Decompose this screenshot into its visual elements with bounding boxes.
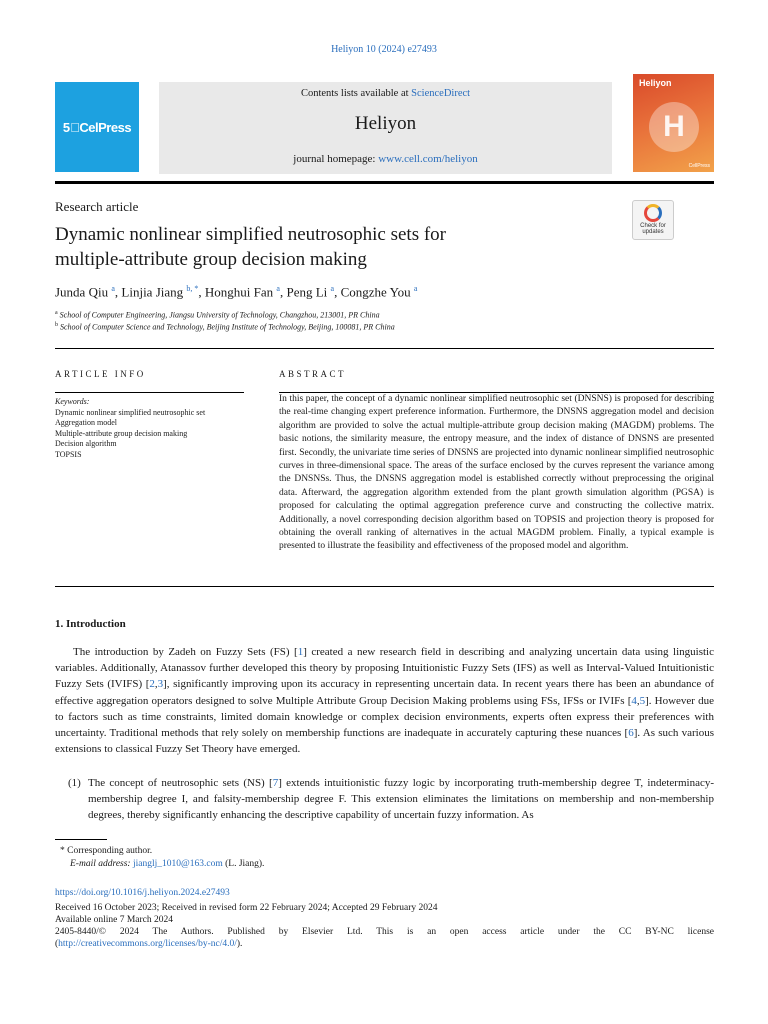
check-updates-label-2: updates xyxy=(642,229,664,235)
intro-paragraph: The introduction by Zadeh on Fuzzy Sets (FS) [1] created a new research field in describing and analyzing uncertain data using linguistic variables. Additionally, Atanassov further developed this theory by proposing Intuitionistic Fuzzy Sets (IFS) as well as Interval-Valued Intuitionistic Fuzzy Sets (IVIFS) [2,3], significantly improving upon its accuracy in representing uncertain data. In recent years there has been an abundance of effective aggregation operators designed to solve Multiple Attribute Group Decision Making problems using FSs, IFSs or IVIFs [4,5]. However due to factors such as time constraints, limited domain knowledge or complex decision environments, experts often express their preferences with uncertainty. Traditional methods that rely solely on membership functions are inadequate in accurately capturing these nuances [6]. As such various extensions to classical Fuzzy Set Theory have emerged. xyxy=(55,646,715,756)
available-online: Available online 7 March 2024 xyxy=(55,915,174,925)
author-affiliation-link[interactable]: a xyxy=(413,284,418,293)
doi-line xyxy=(55,887,714,899)
keyword: Aggregation model xyxy=(55,418,117,427)
introduction-heading: 1. Introduction xyxy=(55,618,126,630)
journal-homepage-link[interactable]: www.cell.com/heliyon xyxy=(378,153,478,165)
cover-h-icon: H xyxy=(649,102,699,152)
cellpress-logo[interactable] xyxy=(55,82,139,172)
masthead-rule xyxy=(55,181,714,184)
article-info-heading: ARTICLE INFO xyxy=(55,369,146,379)
keyword: Multiple-attribute group decision making xyxy=(55,428,188,438)
article-type: Research article xyxy=(55,199,139,214)
author-name[interactable]: Peng Li xyxy=(286,284,328,300)
sciencedirect-link[interactable]: ScienceDirect xyxy=(411,88,471,99)
journal-masthead xyxy=(55,74,714,178)
author-name[interactable]: Honghui Fan xyxy=(204,284,274,300)
license-link[interactable]: http://creativecommons.org/licenses/by-nc/4.0/ xyxy=(58,939,237,949)
abstract-bottom-rule xyxy=(55,586,714,587)
affiliation: $^a$ School of Computer Engineering, Jiangsu University of Technology, Changzhou, 213001, PR China xyxy=(55,310,380,320)
journal-title: Heliyon xyxy=(354,113,417,134)
author-affiliation-link[interactable]: a xyxy=(276,284,280,293)
keywords-label: Keywords: xyxy=(55,397,90,406)
author-name[interactable]: Linjia Jiang xyxy=(121,284,184,300)
keywords-block xyxy=(55,397,255,460)
doi-link[interactable]: https://doi.org/10.1016/j.heliyon.2024.e27493 xyxy=(55,888,230,898)
author-affiliation-link[interactable]: b, * xyxy=(186,284,199,293)
citation-link[interactable]: 7 xyxy=(272,777,279,789)
journal-reference[interactable]: Heliyon 10 (2024) e27493 xyxy=(331,44,437,55)
received-dates: Received 16 October 2023; Received in revised form 22 February 2024; Accepted 29 February 2024 xyxy=(55,903,438,913)
masthead-banner xyxy=(159,82,612,174)
author-name[interactable]: Junda Qiu xyxy=(55,284,109,300)
article-info-rule xyxy=(55,392,244,393)
footnote-rule xyxy=(55,839,107,840)
citation-link[interactable]: 1 xyxy=(297,646,304,658)
affiliation: $^b$ School of Computer Science and Technology, Beijing Institute of Technology, Beijing, 100081, PR China xyxy=(55,322,395,332)
check-updates-label-1: Check for xyxy=(640,223,666,229)
list-item xyxy=(68,775,714,824)
author-email-link[interactable]: jianglj_1010@163.com xyxy=(132,859,223,869)
keyword: TOPSIS xyxy=(55,449,82,459)
citation-link[interactable]: 4 xyxy=(631,694,637,707)
homepage-line: journal homepage: www.cell.com/heliyon xyxy=(293,153,478,165)
email-note: E-mail address: jianglj_1010@163.com (L. Jiang). xyxy=(70,859,265,869)
citation-link[interactable]: 2 xyxy=(149,678,155,691)
journal-cover-image[interactable] xyxy=(633,74,714,172)
abstract-heading: ABSTRACT xyxy=(279,369,347,379)
check-updates-icon xyxy=(644,204,662,222)
keyword: Dynamic nonlinear simplified neutrosophic set xyxy=(55,407,206,417)
list-number: (1) xyxy=(68,777,81,789)
license-statement: 2405-8440/© 2024 The Authors. Published by Elsevier Ltd. This is an open access article under the CC BY-NC license xyxy=(55,927,714,937)
cover-publisher: CellPress xyxy=(688,163,710,169)
abstract-text: In this paper, the concept of a dynamic nonlinear simplified neutrosophic set (DNSNS) is proposed for describing the real-time changing expert preference information. Furthermore, the DNSNS aggregation model and decision algorithm are provided to solve the actual multiple-attribute group decision making (MAGDM) problems. The basic notions, the similarity measure, the entropy measure, and the index of distance of DNSNS are presented first. Secondly, the univariate time series of DNSNS are projected into dynamic nonlinear simplified neutrosophic curves in three-dimensional space. The areas of the surface enclosed by the curves represent the variance among the DNSNSs. Thus, the DNSNS aggregation model is established correctly without preprocessing the original data. Afterward, the aggregation algorithm extended from the plant growth simulation algorithm (PGSA) is proposed for calculating the optimal aggregation preference curve and constructing the collective matrix. Additionally, a novel corresponding decision algorithm based on TOPSIS and projection theory is proposed for obtaining the overall ranking of alternatives in the actual MAGDM problem. Finally, a typical example is presented to illustrate the feasibility and effectiveness of the proposed model and algorithm. xyxy=(279,394,714,552)
keyword: Decision algorithm xyxy=(55,439,117,448)
citation-link[interactable]: 6 xyxy=(628,727,634,740)
author-name[interactable]: Congzhe You xyxy=(340,284,411,300)
corresponding-author-note: * Corresponding author. xyxy=(60,846,153,856)
header-divider xyxy=(55,348,714,349)
license-url-line: (http://creativecommons.org/licenses/by-nc/4.0/). xyxy=(55,939,243,949)
author-affiliation-link[interactable]: a xyxy=(111,284,115,293)
cellpress-logo-text: 5⃝CelPress xyxy=(62,119,132,135)
check-for-updates-button[interactable] xyxy=(632,200,674,240)
citation-link[interactable]: 3 xyxy=(157,678,164,691)
list-item-text: The concept of neutrosophic sets (NS) [7] extends intuitionistic fuzzy logic by incorporating truth-membership degree T, indeterminacy-membership degree I, and falsity-membership degree F. This extension eliminates the limitations on membership and non-membership degrees, thereby significantly enhancing the descriptive capability of uncertain fuzzy information. As xyxy=(88,777,715,822)
paper-title: Dynamic nonlinear simplified neutrosophic sets for multiple-attribute group decision making xyxy=(55,224,446,270)
citation-link[interactable]: 5 xyxy=(639,694,646,707)
author-affiliation-link[interactable]: a xyxy=(330,284,335,293)
author-list: Junda Qiu $^a$, Linjia Jiang $^{b, *}$, Honghui Fan $^a$, Peng Li $^a$, Congzhe You $^a$ xyxy=(55,284,418,300)
cover-title: Heliyon xyxy=(639,78,672,88)
contents-line: Contents lists available at ScienceDirect xyxy=(300,88,471,99)
